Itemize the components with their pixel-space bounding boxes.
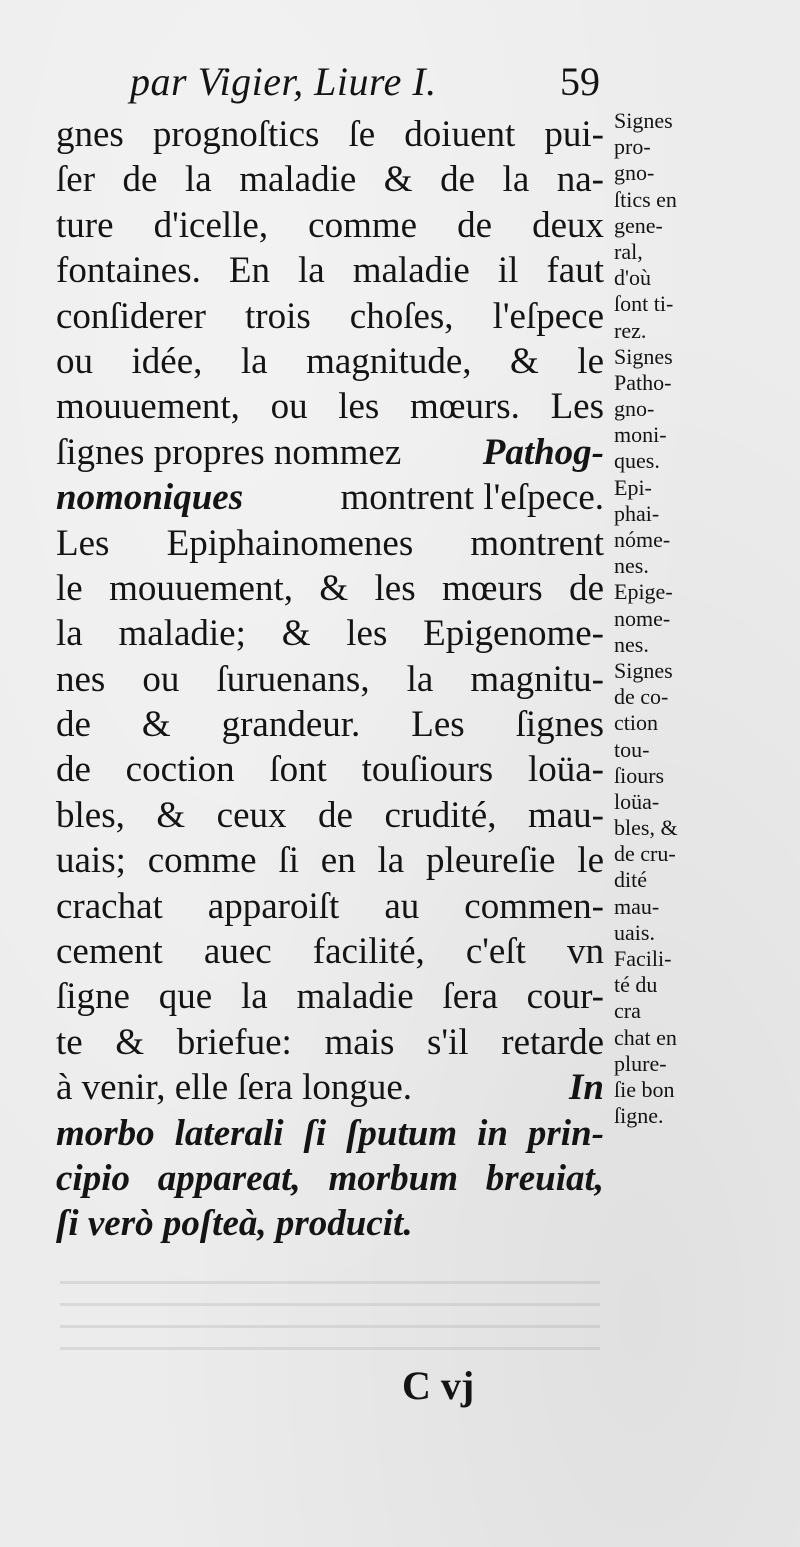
text-segment: montrent l'eſpece. bbox=[340, 477, 604, 519]
italic-term: In bbox=[569, 1067, 604, 1109]
italic-term: Pathog- bbox=[482, 431, 604, 473]
margin-note-line: Epige- bbox=[614, 579, 673, 605]
text-line: gnes prognoſtics ſe doiuent pui- bbox=[56, 114, 604, 155]
margin-note-line: Facili- bbox=[614, 946, 672, 971]
running-title: par Vigier, Liure I. bbox=[130, 59, 437, 104]
margin-note-line: cra bbox=[614, 998, 641, 1024]
marginal-notes bbox=[614, 108, 784, 1129]
text-line: ſer de la maladie & de la na- bbox=[56, 159, 604, 201]
margin-note-line: ral, bbox=[614, 238, 643, 264]
margin-note-line: gno- bbox=[614, 396, 655, 422]
text-line: uais; comme ſi en la pleureſie le bbox=[56, 840, 604, 882]
margin-note-line: Epi- bbox=[614, 474, 652, 500]
margin-note-line: nes. bbox=[614, 553, 649, 579]
margin-note-line: loüa- bbox=[614, 788, 660, 814]
text-line: ſigne que la maladie ſera cour- bbox=[56, 976, 604, 1018]
running-head bbox=[130, 58, 600, 108]
margin-note-line: phai- bbox=[614, 500, 660, 526]
text-line: de coction ſont touſiours loüa- bbox=[56, 749, 604, 791]
signature-mark: C vj bbox=[402, 1363, 475, 1408]
text-line: Les Epiphainomenes montrent bbox=[56, 522, 604, 564]
margin-note-line: nóme- bbox=[614, 527, 671, 552]
margin-note-line: pro- bbox=[614, 134, 651, 160]
latin-quote-line: cipio appareat, morbum breuiat, bbox=[56, 1157, 604, 1199]
margin-note-line: tou- bbox=[614, 736, 650, 762]
margin-note-line: chat en bbox=[614, 1024, 677, 1050]
margin-note-line: moni- bbox=[614, 422, 667, 448]
text-line bbox=[56, 475, 604, 520]
text-line: le mouuement, & les mœurs de bbox=[56, 567, 604, 609]
text-line: te & briefue: mais s'il retarde bbox=[56, 1021, 604, 1063]
page-number: 59 bbox=[560, 59, 600, 104]
text-line: bles, & ceux de crudité, mau- bbox=[56, 794, 604, 836]
text-line: crachat apparoiſt au commen- bbox=[56, 885, 604, 927]
text-segment: ſignes propres nommez bbox=[56, 431, 402, 473]
margin-note-line: Signes bbox=[614, 657, 673, 683]
margin-note-line: plure- bbox=[614, 1050, 667, 1076]
text-segment: à venir, elle ſera longue. bbox=[56, 1067, 413, 1109]
margin-note-line: ſiours bbox=[614, 762, 665, 788]
margin-note-line: ction bbox=[614, 710, 658, 736]
margin-note-line: uais. bbox=[614, 919, 655, 945]
margin-note-line: gene- bbox=[614, 212, 663, 238]
margin-note-line: d'où bbox=[614, 265, 651, 291]
latin-quote-line: morbo laterali ſi ſputum in prin- bbox=[56, 1112, 604, 1154]
margin-note-line: rez. bbox=[614, 317, 647, 343]
text-line: la maladie; & les Epigenome- bbox=[56, 613, 604, 655]
text-line: nes ou ſuruenans, la magnitu- bbox=[56, 658, 604, 700]
text-line: conſiderer trois choſes, l'eſpece bbox=[56, 295, 604, 337]
text-line: ture d'icelle, comme de deux bbox=[56, 204, 604, 246]
margin-note-line: gno- bbox=[614, 160, 655, 186]
margin-note-line: ſtics en bbox=[614, 186, 677, 212]
text-line: cement auec facilité, c'eſt vn bbox=[56, 931, 604, 973]
margin-note-line: Signes bbox=[614, 108, 673, 133]
margin-note-line: ſont ti- bbox=[614, 291, 674, 317]
italic-term: nomoniques bbox=[56, 477, 244, 519]
text-line: ou idée, la magnitude, & le bbox=[56, 340, 604, 382]
margin-note-line: de cru- bbox=[614, 841, 676, 867]
main-text-block bbox=[56, 112, 604, 1247]
latin-quote-line: ſi verò poſteà, producit. bbox=[56, 1203, 413, 1245]
margin-note-line: de co- bbox=[614, 684, 669, 710]
show-through-texture bbox=[60, 1280, 600, 1350]
margin-note-line: ques. bbox=[614, 448, 660, 474]
margin-note-line: Patho- bbox=[614, 369, 672, 395]
text-line: de & grandeur. Les ſignes bbox=[56, 704, 604, 746]
margin-note-line: mau- bbox=[614, 893, 660, 919]
text-line: fontaines. En la maladie il faut bbox=[56, 250, 604, 292]
margin-note-line: nome- bbox=[614, 605, 671, 631]
text-line bbox=[56, 1065, 604, 1110]
margin-note-line: ſie bon bbox=[614, 1076, 675, 1102]
margin-note-line: ſigne. bbox=[614, 1103, 664, 1129]
text-line bbox=[56, 430, 604, 475]
margin-note-line: té du bbox=[614, 972, 658, 998]
margin-note-line: bles, & bbox=[614, 815, 678, 841]
margin-note-line: nes. bbox=[614, 631, 649, 657]
margin-note-line: Signes bbox=[614, 343, 673, 369]
margin-note-line: dité bbox=[614, 867, 647, 893]
text-line: mouuement, ou les mœurs. Les bbox=[56, 386, 604, 428]
